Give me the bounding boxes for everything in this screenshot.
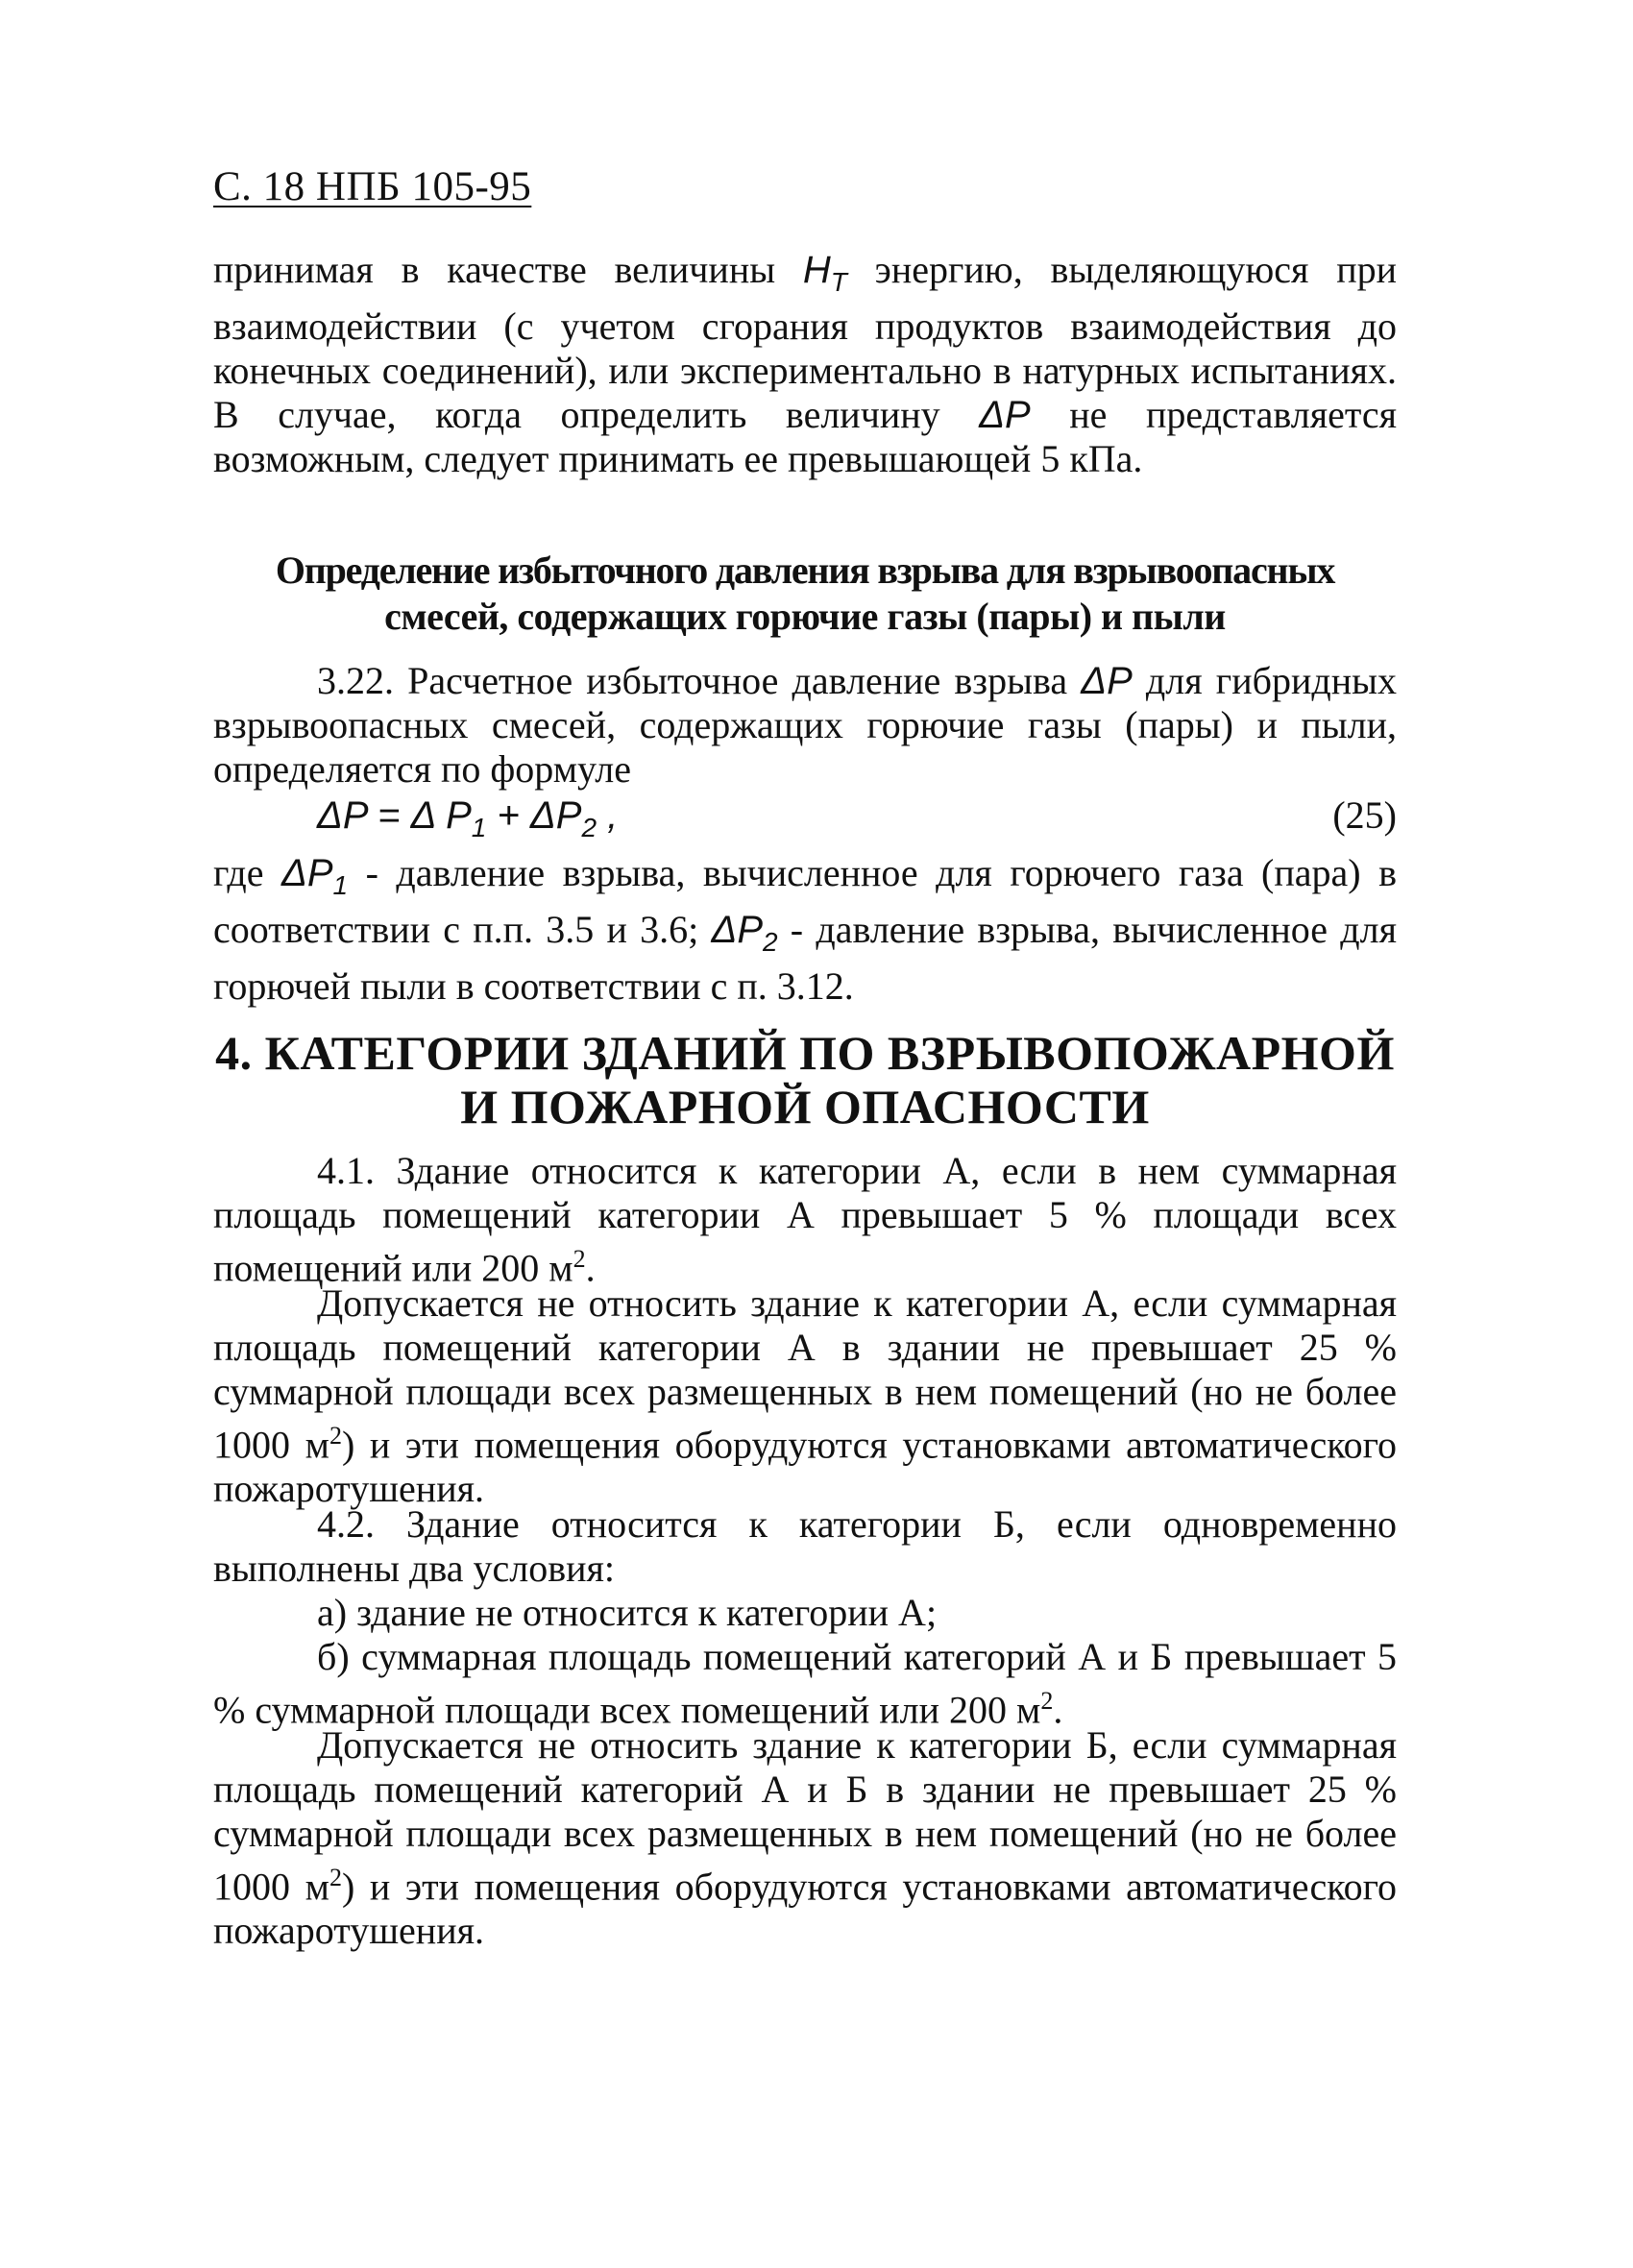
paragraph-4-2-allowance: Допускается не относить здание к категории Б, если суммарная площадь помещений категорий А и Б в здании не превышает 25 % суммарной площади всех размещенных в нем помещений (но не более 1000 $м^2$) и эти помещения оборудуются установками автоматического пожаротушения.	[213, 1723, 1398, 1953]
condition-b: б) суммарная площадь помещений категорий А и Б превышает 5 % суммарной площади всех помещений или 200 $м^2$.	[213, 1635, 1397, 1732]
intro-text-2: энергию, выделяющуюся при взаимодействии (с учетом сгорания продуктов взаимодействия до конечных соединений), или экспериментально в натурных испытаниях. В случае, когда определить величину	[213, 248, 1398, 436]
where-paragraph: где $\Delta P_1$ - давление взрыва, вычисленное для горючего газа (пара) в соответствии с п.п. 3.5 и 3.6; $\Delta P_2$ - давление взрыва, вычисленное для горючей пыли в соответствии с п. 3.12.	[213, 851, 1397, 1008]
intro-text-1: принимая в качестве величины	[213, 248, 803, 291]
subheading	[213, 548, 1397, 640]
var-delta-p: ΔP	[979, 394, 1031, 436]
section-title-line-1: 4. КАТЕГОРИИ ЗДАНИЙ ПО ВЗРЫВОПОЖАРНОЙ	[215, 1026, 1395, 1080]
section-title-line-2: И ПОЖАРНОЙ ОПАСНОСТИ	[460, 1080, 1150, 1134]
var-delta-p2: $\Delta P_2$	[711, 909, 778, 957]
var-delta-p1: $\Delta P_1$	[281, 852, 349, 900]
section-4-title	[213, 1026, 1397, 1134]
var-delta-p: ΔP	[1081, 660, 1133, 702]
paragraph-4-1-allowance: Допускается не относить здание к категории А, если суммарная площадь помещений категории А в здании не превышает 25 % суммарной площади всех размещенных в нем помещений (но не более 1000 $м^2$) и эти помещения оборудуются установками автоматического пожаротушения.	[213, 1281, 1398, 1511]
paragraph-4-2: 4.2. Здание относится к категории Б, если одновременно выполнены два условия:	[213, 1502, 1397, 1590]
intro-text-3: не представляется возможным, следует принимать ее превышающей 5 кПа.	[213, 393, 1397, 480]
page-header: С. 18 НПБ 105-95	[213, 164, 532, 209]
intro-paragraph	[213, 248, 1397, 481]
subheading-line-2: смесей, содержащих горючие газы (пары) и пыли	[384, 595, 1226, 638]
p322-text-1: 3.22. Расчетное избыточное давление взрыва	[317, 659, 1082, 702]
p322-text-2: для гибридных взрывоопасных смесей, содержащих горючие газы (пары) и пыли, определяется по формуле	[213, 659, 1397, 791]
paragraph-3-22	[213, 659, 1397, 792]
formula-expression: ΔP = Δ $P_1 + \Delta P_2$ ,	[317, 794, 619, 842]
condition-a: а) здание не относится к категории А;	[317, 1591, 938, 1634]
paragraph-4-1: 4.1. Здание относится к категории А, если в нем суммарная площадь помещений категории А превышает 5 % площади всех помещений или 200 $м^2$.	[213, 1149, 1397, 1290]
subheading-line-1: Определение избыточного давления взрыва для взрывоопасных	[275, 549, 1335, 592]
formula-number: (25)	[1332, 793, 1397, 837]
var-h: $H_T$	[802, 249, 847, 297]
